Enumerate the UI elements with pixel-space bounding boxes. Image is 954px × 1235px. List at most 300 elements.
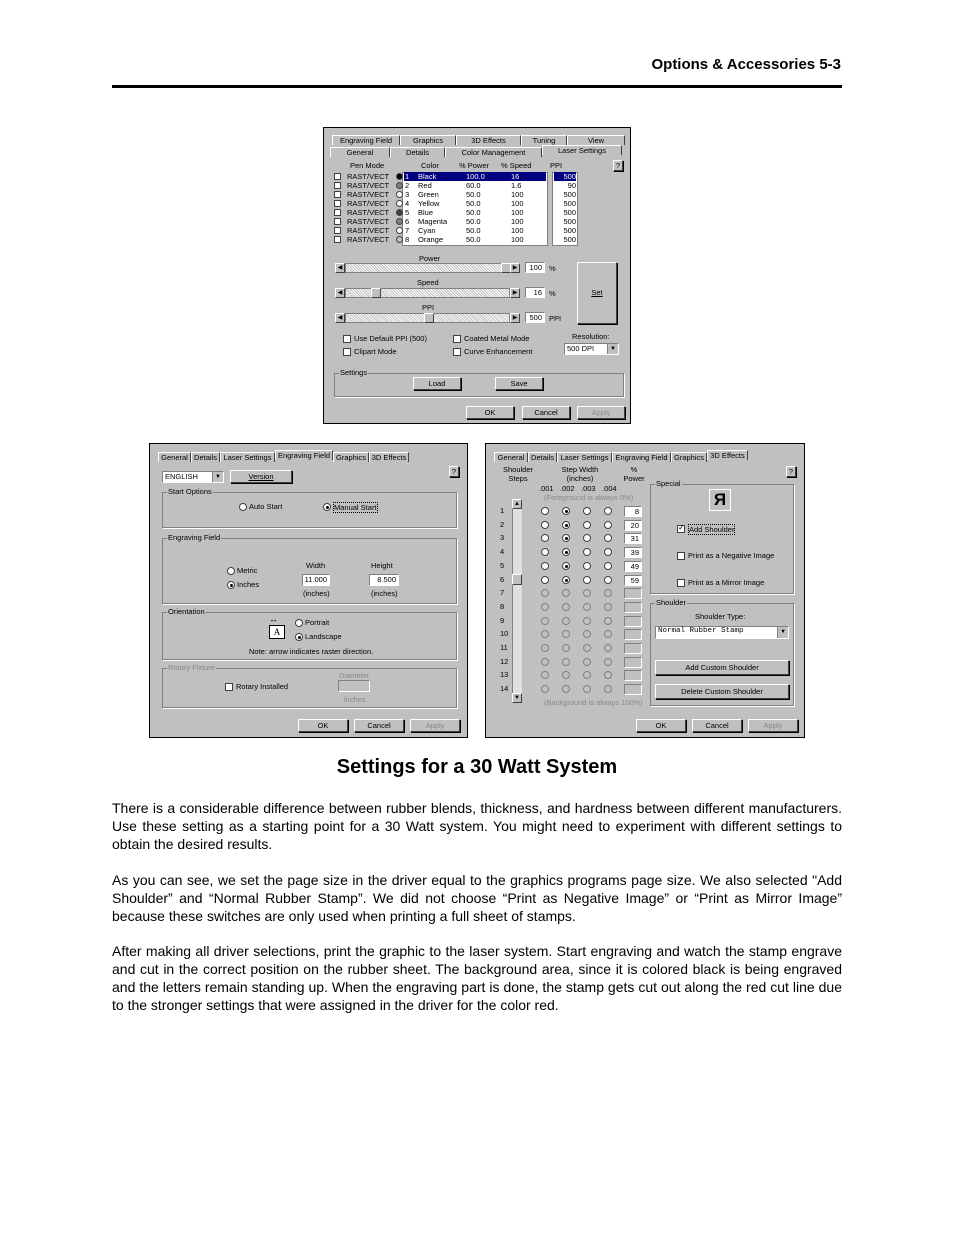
resolution-label: Resolution:	[572, 332, 610, 341]
delete-custom-shoulder-button[interactable]: Delete Custom Shoulder	[655, 684, 789, 699]
width-label: Width	[306, 561, 326, 570]
step-width-radio	[583, 685, 591, 693]
portrait-label: Portrait	[305, 618, 330, 627]
language-select[interactable]	[162, 471, 224, 483]
tab-laser-settings[interactable]: Laser Settings	[542, 145, 622, 155]
version-button[interactable]: Version	[230, 470, 292, 483]
tab-engraving-field[interactable]: Engraving Field	[612, 452, 671, 462]
pen-row[interactable]	[334, 199, 622, 208]
step-width-radio	[562, 630, 570, 638]
pen-mode: RAST/VECT	[347, 217, 390, 226]
orientation-label: Orientation	[168, 607, 205, 616]
inches-label: Inches	[237, 580, 260, 589]
pen-speed: 100	[511, 235, 524, 244]
pen-power: 50.0	[466, 235, 481, 244]
engraving-field-label: Engraving Field	[168, 533, 221, 542]
auto-start-radio[interactable]	[239, 503, 247, 511]
step-width-radio	[562, 685, 570, 693]
engraving-field-dialog	[149, 443, 468, 738]
pen-speed: 100	[511, 226, 524, 235]
foreground-note: (Foreground is always 0%)	[544, 493, 634, 502]
add-shoulder-checkbox[interactable]: ✓	[678, 523, 685, 532]
step-number: 3	[500, 533, 505, 543]
shoulder-steps-label: Shoulder Steps	[502, 465, 534, 483]
step-width-radio[interactable]	[583, 521, 591, 529]
dropdown-arrow-icon[interactable]: ▼	[777, 627, 788, 638]
paragraph-3: After making all driver selections, print the graphic to the laser system. Start engraving and watch the stamp engrave and cut in the correct position on the rubber sheet. The background area, since it is colored black is being engraved and the letters remain standing up. When the engraving part is done, the stamp gets cut out along the red cut line due to the stronger settings that were assigned in the driver for the color red.	[112, 943, 842, 1013]
step-power-input	[624, 616, 642, 627]
step-power-input[interactable]: 59	[624, 575, 642, 586]
step-power-input[interactable]: 20	[624, 520, 642, 531]
step-number: 7	[500, 588, 505, 598]
pen-number: 3	[405, 190, 410, 199]
step-power-input[interactable]: 39	[624, 547, 642, 558]
pen-ppi: 500	[554, 172, 576, 181]
pen-mode: RAST/VECT	[347, 190, 390, 199]
shoulder-type-select[interactable]	[655, 626, 789, 639]
step-width-radio[interactable]	[583, 562, 591, 570]
pen-mode: RAST/VECT	[347, 181, 390, 190]
cancel-button[interactable]: Cancel	[522, 406, 570, 419]
power-right-arrow[interactable]: ▶	[510, 263, 520, 273]
tab-3d-effects[interactable]: 3D Effects	[456, 135, 521, 145]
pen-row[interactable]	[334, 208, 622, 217]
resolution-select[interactable]	[564, 343, 619, 355]
step-width-radio[interactable]	[541, 548, 549, 556]
help-button[interactable]: ?	[449, 466, 459, 477]
step-width-radio	[604, 630, 612, 638]
tab-details[interactable]: Details	[390, 147, 445, 157]
help-button[interactable]: ?	[613, 160, 623, 171]
step-width-radio	[541, 617, 549, 625]
speed-label: Speed	[417, 278, 439, 287]
landscape-radio[interactable]	[295, 633, 303, 641]
pen-color-name: Black	[418, 172, 437, 181]
pen-color-name: Cyan	[418, 226, 436, 235]
add-shoulder-label: Add Shoulder	[689, 525, 735, 534]
tab-view[interactable]: View	[567, 135, 625, 145]
ppi-left-arrow[interactable]: ◀	[335, 313, 345, 323]
ok-button[interactable]: OK	[466, 406, 514, 419]
step-width-radio	[604, 603, 612, 611]
col-speed: % Speed	[501, 161, 532, 170]
apply-button[interactable]: Apply	[748, 719, 798, 732]
orientation-group	[162, 607, 457, 660]
pen-ppi: 500	[563, 226, 576, 235]
height-label: Height	[371, 561, 393, 570]
step-width-radio[interactable]	[562, 548, 570, 556]
step-width-radio	[583, 603, 591, 611]
step-power-input	[624, 670, 642, 681]
step-number: 5	[500, 560, 505, 570]
ppi-thumb[interactable]	[424, 313, 434, 323]
step-width-radio[interactable]	[583, 507, 591, 515]
start-options-group	[162, 487, 457, 528]
tab-general[interactable]: General	[494, 452, 528, 462]
pen-table	[334, 172, 622, 246]
pen-ppi: 90	[567, 181, 576, 190]
pen-row[interactable]	[334, 226, 622, 235]
tab-laser-settings[interactable]: Laser Settings	[220, 452, 275, 462]
pen-row-highlight	[404, 217, 546, 226]
metric-radio[interactable]	[227, 567, 235, 575]
cancel-button[interactable]: Cancel	[354, 719, 404, 732]
orientation-arrow-icon: ↔	[269, 614, 278, 624]
tab-general[interactable]: General	[158, 452, 191, 462]
tab-engraving-field[interactable]: Engraving Field	[332, 135, 400, 145]
pen-power: 60.0	[466, 181, 481, 190]
page-header: Options & Accessories 5-3	[651, 56, 841, 73]
step-width-radio	[541, 685, 549, 693]
ppi-label: PPI	[422, 303, 435, 312]
step-width-radio	[541, 644, 549, 652]
pen-mode: RAST/VECT	[347, 199, 390, 208]
step-width-radio[interactable]	[562, 562, 570, 570]
figure-caption: Settings for a 30 Watt System	[336, 756, 618, 778]
step-power-input	[624, 588, 642, 599]
step-width-radio	[604, 671, 612, 679]
engraving-field-group	[162, 533, 457, 604]
shoulder-type-value: Normal Rubber Stamp	[658, 627, 744, 635]
step-width-radio[interactable]	[604, 576, 612, 584]
tab-general[interactable]: General	[330, 147, 390, 157]
tab-color-management[interactable]: Color Management	[445, 147, 542, 157]
step-width-radio[interactable]	[562, 507, 570, 515]
step-power-input	[624, 629, 642, 640]
set-button[interactable]: Set	[577, 262, 617, 324]
col-ppi: PPI	[550, 161, 563, 170]
step-power-input	[624, 684, 642, 695]
diameter-input	[338, 680, 370, 692]
print-mirror-checkbox[interactable]	[677, 579, 685, 587]
special-label: Special	[656, 479, 681, 488]
pen-color-name: Yellow	[418, 199, 440, 208]
step-width-radio	[562, 603, 570, 611]
background-note: (Background is always 100%)	[544, 698, 643, 707]
pen-power: 50.0	[466, 226, 481, 235]
step-number: 12	[500, 656, 509, 666]
pen-mode-checkbox[interactable]	[334, 236, 341, 243]
step-width-radio	[604, 644, 612, 652]
tab-3d-effects[interactable]: 3D Effects	[707, 450, 748, 460]
step-width-radio	[562, 589, 570, 597]
step-width-radio	[541, 603, 549, 611]
height-unit: (inches)	[371, 589, 398, 598]
power-label: % Power	[623, 465, 645, 483]
save-button[interactable]: Save	[495, 377, 543, 390]
step-power-input[interactable]: 8	[624, 506, 642, 517]
pen-row-highlight	[404, 172, 546, 181]
step-number: 2	[500, 519, 505, 529]
step-width-radio[interactable]	[604, 534, 612, 542]
step-power-input[interactable]: 31	[624, 533, 642, 544]
step-width-radio[interactable]	[583, 576, 591, 584]
tab-details[interactable]: Details	[528, 452, 557, 462]
rotary-fixture-group	[162, 663, 457, 708]
speed-unit: %	[549, 289, 556, 298]
step-width-radio	[541, 658, 549, 666]
pen-power: 50.0	[466, 190, 481, 199]
special-group	[650, 479, 794, 594]
pen-power: 50.0	[466, 217, 481, 226]
load-button[interactable]: Load	[413, 377, 461, 390]
pen-speed: 100	[511, 190, 524, 199]
header-rule	[112, 85, 842, 88]
pen-mode: RAST/VECT	[347, 226, 390, 235]
pen-mode-checkbox[interactable]	[334, 173, 341, 180]
step-number: 4	[500, 547, 505, 557]
orientation-note: Note: arrow indicates raster direction.	[249, 647, 374, 656]
curve-enh-checkbox[interactable]	[453, 348, 461, 356]
color-swatch-icon	[396, 236, 403, 243]
use-default-ppi-label: Use Default PPI (500)	[354, 334, 427, 343]
laser-settings-dialog	[323, 127, 631, 424]
ok-button[interactable]: OK	[636, 719, 686, 732]
step-width-radio	[583, 658, 591, 666]
speed-left-arrow[interactable]: ◀	[335, 288, 345, 298]
pen-mode-checkbox[interactable]	[334, 182, 341, 189]
pen-ppi: 500	[563, 217, 576, 226]
clipart-mode-checkbox[interactable]	[343, 348, 351, 356]
step-width-radio	[541, 589, 549, 597]
rotary-fixture-label: Rotary Fixture	[168, 663, 216, 672]
step-number: 11	[500, 643, 508, 652]
speed-thumb[interactable]	[371, 288, 381, 298]
step-power-input	[624, 657, 642, 668]
pen-power: 50.0	[466, 208, 481, 217]
add-custom-shoulder-button[interactable]: Add Custom Shoulder	[655, 660, 789, 675]
pen-row-highlight	[404, 190, 546, 199]
language-value: ENGLISH	[165, 472, 198, 481]
step-width-radio	[604, 589, 612, 597]
step-width-radio[interactable]	[562, 534, 570, 542]
shoulder-group	[650, 598, 794, 706]
rotary-installed-label: Rotary Installed	[236, 682, 289, 691]
resolution-value: 500 DPI	[567, 344, 595, 353]
step-number: 6	[500, 574, 505, 584]
step-width-radio[interactable]	[604, 562, 612, 570]
speed-slider[interactable]	[345, 288, 510, 298]
auto-start-label: Auto Start	[249, 502, 283, 511]
tab-details[interactable]: Details	[191, 452, 220, 462]
step-width-radio	[562, 658, 570, 666]
pen-ppi: 500	[563, 235, 576, 244]
print-negative-checkbox[interactable]	[677, 552, 685, 560]
step-width-radio	[583, 644, 591, 652]
use-default-ppi-checkbox[interactable]	[343, 335, 351, 343]
width-unit: (inches)	[303, 589, 330, 598]
step-width-col-1: .001	[539, 484, 554, 493]
pen-mode-checkbox[interactable]	[334, 227, 341, 234]
step-width-radio[interactable]	[604, 521, 612, 529]
pen-row[interactable]	[334, 235, 622, 244]
height-input[interactable]: 8.500	[369, 574, 399, 586]
dropdown-arrow-icon[interactable]: ▼	[212, 472, 223, 482]
speed-value[interactable]: 16	[525, 287, 545, 298]
inches-radio[interactable]	[227, 581, 235, 589]
steps-scroll-down[interactable]: ▼	[512, 693, 522, 703]
dropdown-arrow-icon[interactable]: ▼	[607, 344, 618, 354]
pen-speed: 100	[511, 217, 524, 226]
pen-color-name: Magenta	[418, 217, 448, 226]
3d-effects-dialog	[485, 443, 805, 738]
pen-row-highlight	[404, 181, 546, 190]
step-width-radio	[562, 644, 570, 652]
steps-scroll-up[interactable]: ▲	[512, 499, 522, 509]
pen-mode: RAST/VECT	[347, 235, 390, 244]
pen-row-highlight	[404, 208, 546, 217]
landscape-label: Landscape	[305, 632, 342, 641]
paragraph-2: As you can see, we set the page size in the driver equal to the graphics programs page size. We also selected "Add Shoulder” and “Normal Rubber Stamp”. We did not choose “Print as Negative Image” or “Print as Mirror Image” because these switches are only used when printing a full sheet of stamps.	[112, 872, 842, 924]
pen-row[interactable]	[334, 217, 622, 226]
col-pen-mode: Pen Mode	[350, 161, 385, 170]
step-power-input[interactable]: 49	[624, 561, 642, 572]
step-width-radio	[562, 617, 570, 625]
coated-metal-label: Coated Metal Mode	[464, 334, 530, 343]
rotary-installed-checkbox[interactable]	[225, 683, 233, 691]
cancel-button[interactable]: Cancel	[692, 719, 742, 732]
help-button[interactable]: ?	[786, 466, 796, 477]
step-width-radio	[583, 617, 591, 625]
manual-start-label: Manual Start	[334, 503, 377, 512]
power-value[interactable]: 100	[525, 262, 545, 273]
step-width-radio[interactable]	[562, 576, 570, 584]
pen-row[interactable]	[334, 172, 622, 181]
step-width-radio	[541, 671, 549, 679]
color-swatch-icon	[396, 182, 403, 189]
step-width-radio	[562, 671, 570, 679]
step-width-radio[interactable]	[583, 548, 591, 556]
clipart-mode-label: Clipart Mode	[354, 347, 397, 356]
apply-button[interactable]: Apply	[577, 406, 625, 419]
step-number: 1	[500, 506, 505, 515]
diameter-unit: inches	[344, 695, 366, 704]
pen-row-highlight	[404, 235, 546, 244]
print-negative-label: Print as a Negative Image	[688, 551, 775, 560]
print-mirror-label: Print as a Mirror Image	[688, 578, 765, 587]
pen-ppi: 500	[563, 208, 576, 217]
pen-mode-checkbox[interactable]	[334, 209, 341, 216]
mirror-r-icon: R	[709, 489, 731, 511]
step-number: 9	[500, 615, 505, 625]
pen-mode-checkbox[interactable]	[334, 191, 341, 198]
pen-ppi: 500	[563, 199, 576, 208]
metric-label: Metric	[237, 566, 258, 575]
pen-color-name: Orange	[418, 235, 444, 244]
pen-number: 7	[405, 226, 410, 235]
step-width-radio[interactable]	[541, 507, 549, 515]
step-width-radio	[583, 589, 591, 597]
apply-button[interactable]: Apply	[410, 719, 460, 732]
step-number: 13	[500, 670, 509, 680]
diameter-label: Diameter	[339, 671, 370, 680]
color-swatch-icon	[396, 227, 403, 234]
power-label: Power	[419, 254, 441, 263]
pen-row-highlight	[404, 226, 546, 235]
manual-start-radio[interactable]	[323, 503, 331, 511]
tab-graphics[interactable]: Graphics	[400, 135, 456, 145]
pen-mode-checkbox[interactable]	[334, 218, 341, 225]
ppi-slider[interactable]	[345, 313, 510, 323]
portrait-radio[interactable]	[295, 619, 303, 627]
ppi-value[interactable]: 500	[525, 312, 545, 323]
color-swatch-icon	[396, 209, 403, 216]
pen-color-name: Green	[418, 190, 439, 199]
color-swatch-icon	[396, 200, 403, 207]
pen-mode-checkbox[interactable]	[334, 200, 341, 207]
pen-mode: RAST/VECT	[347, 208, 390, 217]
col-color: Color	[421, 161, 439, 170]
step-width-col-2: .002	[560, 484, 575, 493]
pen-speed: 16	[511, 172, 520, 181]
settings-group-label: Settings	[340, 368, 368, 377]
pen-power: 50.0	[466, 199, 481, 208]
pen-number: 2	[405, 181, 410, 190]
steps-scroll-thumb[interactable]	[512, 574, 522, 585]
start-options-label: Start Options	[168, 487, 212, 496]
pen-row[interactable]	[334, 181, 622, 190]
step-width-radio[interactable]	[583, 534, 591, 542]
pen-number: 5	[405, 208, 410, 217]
step-width-radio[interactable]	[541, 521, 549, 529]
shoulder-label: Shoulder	[656, 598, 687, 607]
power-slider[interactable]	[345, 263, 510, 273]
tab-laser-settings[interactable]: Laser Settings	[557, 452, 612, 462]
step-width-radio	[604, 617, 612, 625]
steps-scrollbar[interactable]	[512, 509, 522, 693]
step-width-radio[interactable]	[541, 534, 549, 542]
tab-tuning[interactable]: Tuning	[521, 135, 567, 145]
tab-graphics[interactable]: Graphics	[671, 452, 707, 462]
speed-right-arrow[interactable]: ▶	[510, 288, 520, 298]
ppi-unit: PPI	[549, 314, 562, 323]
pen-speed: 1.6	[511, 181, 522, 190]
step-width-radio[interactable]	[604, 548, 612, 556]
pen-row-highlight	[404, 199, 546, 208]
ppi-right-arrow[interactable]: ▶	[510, 313, 520, 323]
pen-color-name: Red	[418, 181, 432, 190]
power-left-arrow[interactable]: ◀	[335, 263, 345, 273]
step-width-label: Step Width (inches)	[561, 465, 599, 483]
pen-ppi: 500	[563, 190, 576, 199]
col-power: % Power	[459, 161, 490, 170]
power-unit: %	[549, 264, 556, 273]
tab-3d-effects[interactable]: 3D Effects	[369, 452, 409, 462]
tab-engraving-field[interactable]: Engraving Field	[275, 450, 333, 460]
step-width-col-4: .004	[602, 484, 617, 493]
curve-enh-label: Curve Enhancement	[464, 347, 533, 356]
step-width-radio[interactable]	[562, 521, 570, 529]
pen-number: 8	[405, 235, 410, 244]
step-width-radio[interactable]	[541, 562, 549, 570]
step-width-radio[interactable]	[541, 576, 549, 584]
pen-number: 6	[405, 217, 410, 226]
step-number: 8	[500, 601, 505, 611]
tab-graphics[interactable]: Graphics	[333, 452, 369, 462]
step-number: 10	[500, 629, 509, 639]
step-width-col-3: .003	[581, 484, 596, 493]
pen-mode: RAST/VECT	[347, 172, 390, 181]
ok-button[interactable]: OK	[298, 719, 348, 732]
pen-number: 4	[405, 199, 410, 208]
color-swatch-icon	[396, 191, 403, 198]
step-width-radio	[604, 658, 612, 666]
pen-row[interactable]	[334, 190, 622, 199]
coated-metal-checkbox[interactable]	[453, 335, 461, 343]
width-input[interactable]: 11.000	[302, 574, 330, 586]
step-width-radio	[583, 671, 591, 679]
step-width-radio[interactable]	[604, 507, 612, 515]
